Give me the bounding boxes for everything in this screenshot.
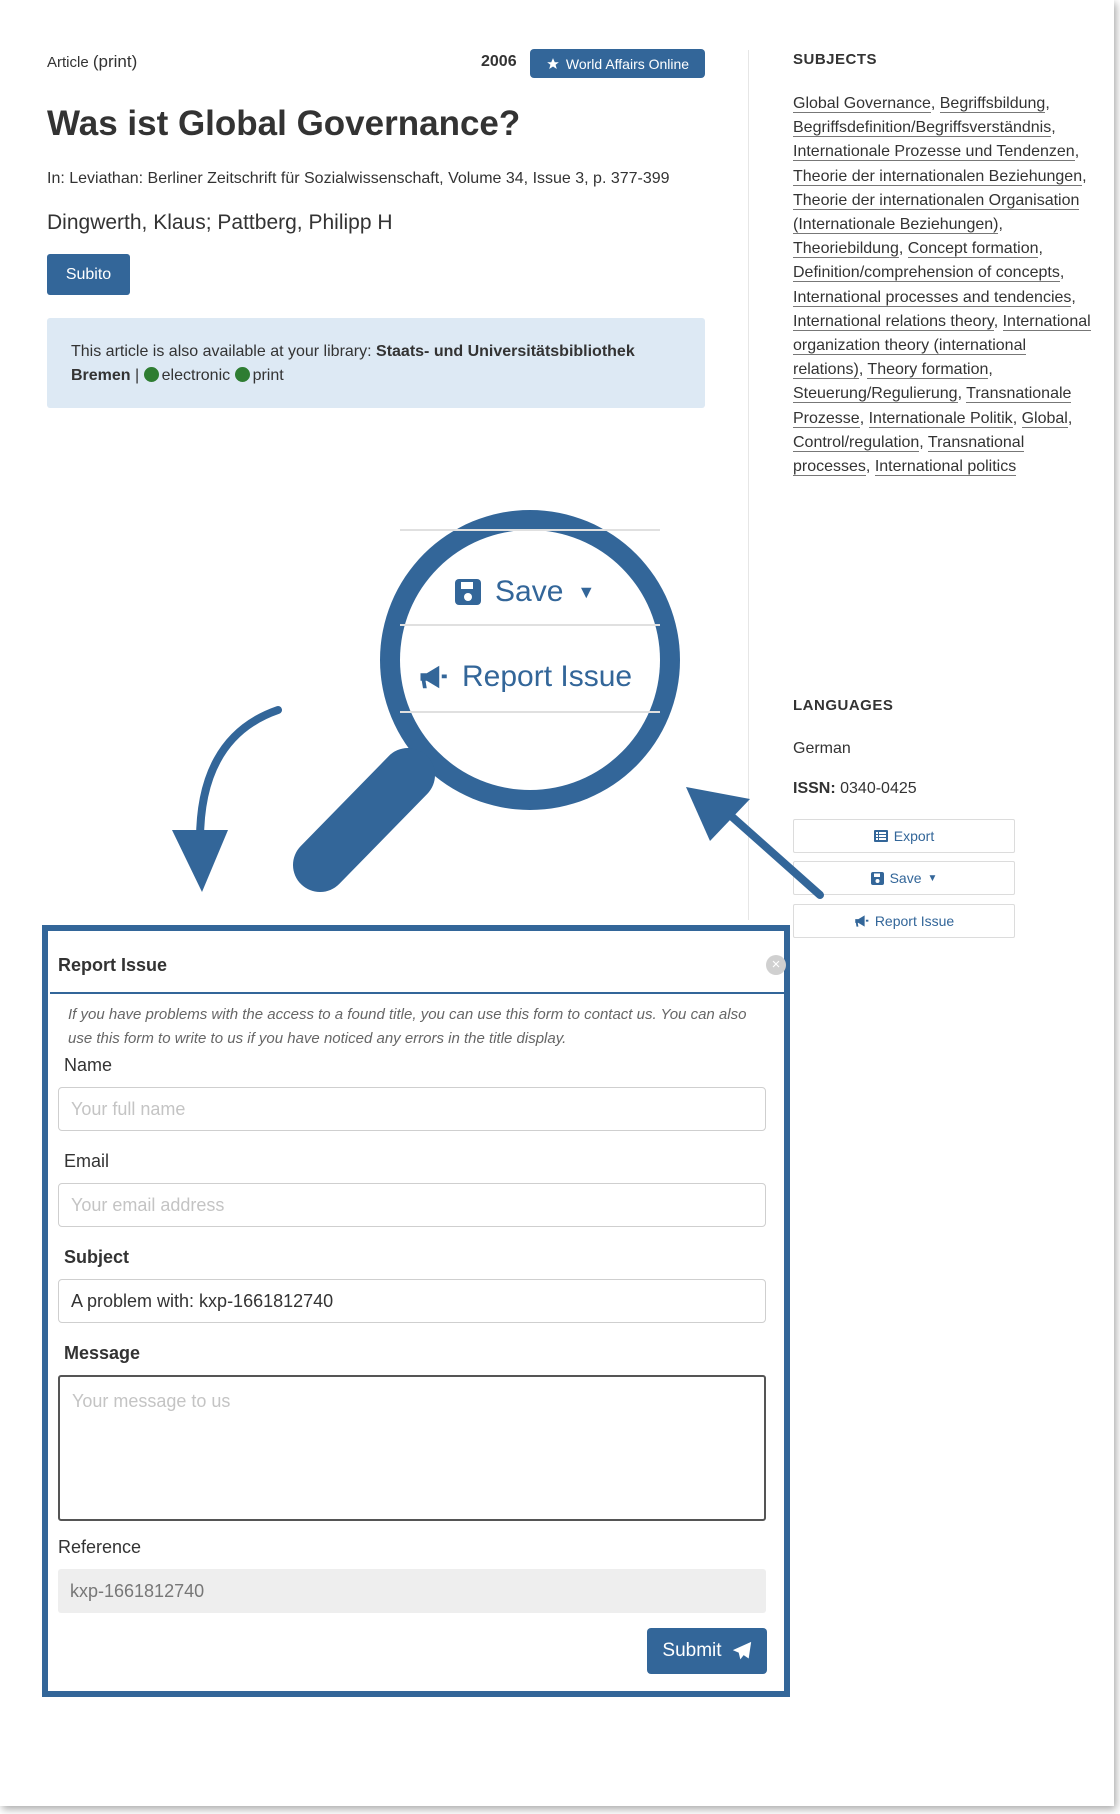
availability-prefix: This article is also available at your library: <box>71 343 372 360</box>
subject-link[interactable]: Definition/comprehension of concepts <box>793 264 1060 282</box>
badge-label: World Affairs Online <box>565 55 690 72</box>
floppy-disk-icon <box>455 579 481 605</box>
subject-link[interactable]: Begriffsbildung <box>939 95 1046 112</box>
subject-link[interactable]: International relations theory <box>793 312 994 330</box>
paper-plane-icon <box>732 1641 752 1661</box>
language-value: German <box>793 740 851 757</box>
subject-link[interactable]: International organization theory (international relations) <box>793 312 1091 379</box>
subject-link[interactable]: International politics <box>874 458 1017 476</box>
issn-label: ISSN: <box>793 780 836 797</box>
subject-link[interactable]: Theory formation <box>867 361 989 379</box>
availability-print[interactable]: print <box>252 367 284 384</box>
submit-label: Submit <box>662 1640 722 1661</box>
subject-link[interactable]: Global Governance <box>793 95 931 112</box>
format-medium: (print) <box>92 52 138 71</box>
languages-heading: LANGUAGES <box>793 697 894 714</box>
reference-field: kxp-1661812740 <box>58 1569 766 1613</box>
email-label: Email <box>64 1151 110 1171</box>
reference-label: Reference <box>58 1537 142 1557</box>
source-info: In: Leviathan: Berliner Zeitschrift für Sozialwissenschaft, Volume 34, Issue 3, p. 377-399 <box>47 170 670 187</box>
name-label: Name <box>64 1055 113 1075</box>
library-name[interactable]: Staats- und Universitätsbibliothek Bremen <box>71 343 635 384</box>
star-icon <box>546 57 560 71</box>
save-label: Save <box>889 870 922 886</box>
magnified-save-label: Save <box>495 575 564 608</box>
modal-header-divider <box>50 992 787 994</box>
subject-link[interactable]: Internationale Prozesse und Tendenzen <box>793 143 1075 161</box>
world-affairs-badge[interactable] <box>530 49 705 78</box>
curved-arrow-icon <box>160 700 290 900</box>
caret-down-icon: ▼ <box>577 581 596 602</box>
record-format <box>47 52 137 72</box>
submit-button[interactable] <box>647 1628 767 1674</box>
availability-electronic[interactable]: electronic <box>161 367 231 384</box>
authors[interactable]: Dingwerth, Klaus; Pattberg, Philipp H <box>47 211 393 234</box>
format-type: Article <box>47 54 89 71</box>
subject-link[interactable]: Begriffsdefinition/Begriffsverständnis <box>793 119 1052 137</box>
print-status-icon <box>235 367 250 382</box>
caret-down-icon: ▼ <box>927 872 938 884</box>
subjects-list: Global Governance, Begriffsbildung, Begriffsdefinition/Begriffsverständnis, Internationale Prozesse und Tendenzen, Theorie der internationalen Beziehungen, Theorie der internationalen Organisation (Internationale Beziehungen), Theoriebildung, Concept formation, Definition/comprehension of concepts, International processes and tendencies, International relations theory, International organization theory (international relations), Theory formation, Steuerung/Regulierung, Transnationale Prozesse, Internationale Politik, Global, Control/regulation, Transnational processes, International politics <box>793 95 1091 476</box>
name-input[interactable] <box>58 1087 766 1131</box>
electronic-status-icon <box>144 367 159 382</box>
subito-button[interactable]: Subito <box>47 254 130 295</box>
availability-notice <box>47 318 705 408</box>
subject-label: Subject <box>64 1247 130 1267</box>
subject-link[interactable]: Theoriebildung <box>793 240 899 258</box>
page-title: Was ist Global Governance? <box>47 104 521 143</box>
magnified-report-label: Report Issue <box>462 660 633 693</box>
export-label: Export <box>893 828 935 844</box>
subject-link[interactable]: Global <box>1021 409 1068 427</box>
publication-year: 2006 <box>481 53 517 70</box>
subject-link[interactable]: Transnational processes <box>793 433 1025 476</box>
report-issue-button[interactable] <box>793 904 1015 938</box>
list-icon <box>874 830 888 842</box>
magnified-save <box>455 575 595 609</box>
subject-link[interactable]: Concept formation <box>907 240 1039 258</box>
magnifier-illustration <box>280 480 720 920</box>
floppy-disk-icon <box>871 872 884 885</box>
subject-link[interactable]: Theorie der internationalen Organisation (Internationale Beziehungen) <box>793 191 1080 234</box>
subject-link[interactable]: Theorie der internationalen Beziehungen <box>793 167 1083 185</box>
subject-link[interactable]: Steuerung/Regulierung <box>793 385 958 403</box>
modal-title: Report Issue <box>58 955 168 975</box>
availability-separator: | <box>135 367 140 384</box>
subjects-heading: SUBJECTS <box>793 51 878 68</box>
modal-intro: If you have problems with the access to a found title, you can use this form to contact us. You can also use this form to write to us if you have noticed any errors in the title display. <box>68 1006 747 1047</box>
close-icon[interactable]: × <box>766 955 786 975</box>
subject-link[interactable]: Control/regulation <box>793 433 920 451</box>
subject-link[interactable]: Internationale Politik <box>868 409 1013 427</box>
email-input[interactable] <box>58 1183 766 1227</box>
magnified-report-issue <box>418 660 632 694</box>
issn-value: 0340-0425 <box>840 780 917 797</box>
subject-link[interactable]: Transnationale Prozesse <box>793 385 1072 427</box>
report-issue-modal <box>42 925 790 1697</box>
diagonal-arrow-icon <box>680 775 830 905</box>
report-label: Report Issue <box>874 913 955 929</box>
subject-link[interactable]: International processes and tendencies <box>793 288 1072 306</box>
message-textarea[interactable] <box>58 1375 766 1521</box>
message-label: Message <box>64 1343 141 1363</box>
subject-input[interactable] <box>58 1279 766 1323</box>
megaphone-icon <box>854 914 869 928</box>
megaphone-icon <box>418 663 448 691</box>
